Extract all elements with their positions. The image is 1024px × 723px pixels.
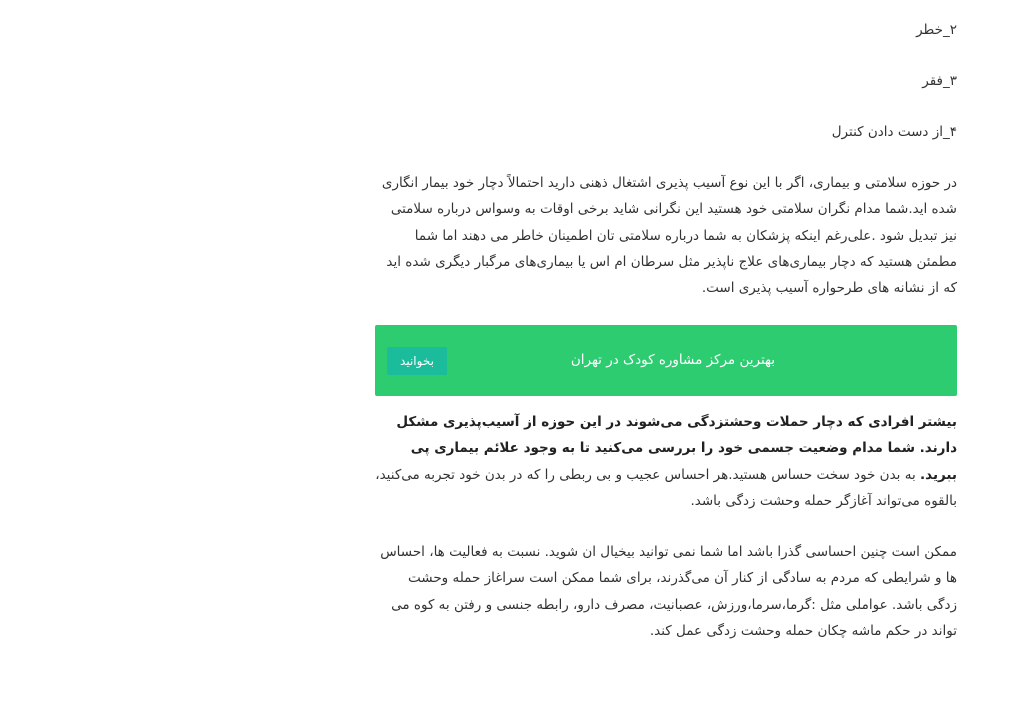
paragraph: ممکن است چنین احساسی گذرا باشد اما شما نمی توانید بیخیال ان شوید. نسبت به فعالیت ها، احساس ها و شرایطی که مردم به سادگی از کنار آن می‌گذرند، برای شما ممکن است سراغاز حمله وحشت زدگی باشد. عواملی مثل :گرما،سرما،ورزش، عصبانیت، مصرف دارو، رابطه جنسی و رفتن به کوه می تواند در حکم ماشه چکان حمله وحشت زدگی عمل کند. xyxy=(380,544,957,639)
banner-title[interactable]: بهترین مرکز مشاوره کودک در تهران xyxy=(570,352,775,368)
read-button[interactable]: بخوانید xyxy=(387,347,447,375)
list-item: ۴_از دست دادن کنترل xyxy=(831,124,957,140)
promo-banner[interactable] xyxy=(375,325,957,396)
paragraph-text: به بدن خود سخت حساس هستید.هر احساس عجیب و بی ربطی را که در بدن خود تجربه می‌کنید، بالقوه می‌تواند آغازگر حمله وحشت زدگی باشد. xyxy=(375,466,957,509)
list-item: ۲_خطر xyxy=(916,22,957,38)
paragraph xyxy=(375,409,957,514)
paragraph-bold-text: بیشتر افرادی که دچار حملات وحشتزدگی می‌شوند در این حوزه از آسیب‌پذیری مشکل دارند. شما مدام وضعیت جسمی خود را بررسی می‌کنید تا به وجود علائم بیماری پی ببرید. xyxy=(396,414,957,483)
paragraph: در حوزه سلامتی و بیماری، اگر با این نوع آسیب پذیری اشتغال ذهنی دارید احتمالاً دچار خود بیمار انگاری شده اید.شما مدام نگران سلامتی خود هستید این نگرانی شاید برخی اوقات به وسواس درباره سلامتی نیز تبدیل شود .علی‌رغم اینکه پزشکان به شما درباره سلامتی تان اطمینان خاطر می دهند اما شما مطمئن هستید که دچار بیماری‌های علاج ناپذیر مثل سرطان ام اس یا بیماری‌های مرگبار دیگری شده اید که از نشانه های طرحواره آسیب پذیری است. xyxy=(381,175,957,297)
list-item: ۳_فقر xyxy=(922,73,957,89)
